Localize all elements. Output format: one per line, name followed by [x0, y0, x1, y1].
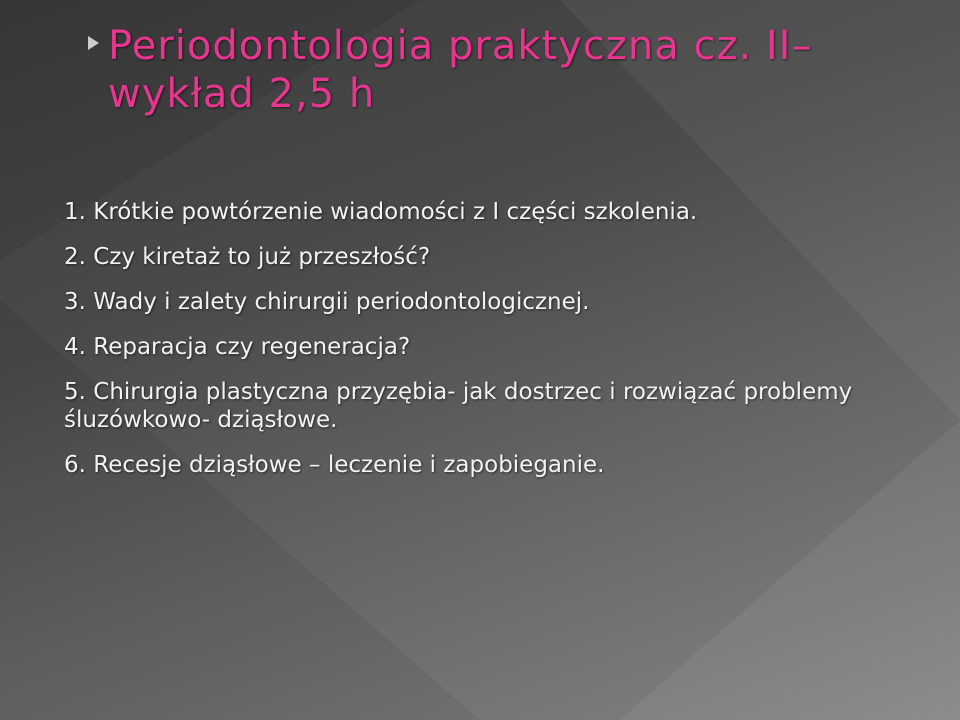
agenda-item-5: 5. Chirurgia plastyczna przyzębia- jak dostrzec i rozwiązać problemy śluzówkowo- dziąsłowe.: [64, 379, 853, 433]
title-arrow-icon: [88, 36, 99, 50]
agenda-item-4: 4. Reparacja czy regeneracja?: [64, 334, 411, 360]
slide-title: [108, 22, 928, 118]
agenda-item-3: 3. Wady i zalety chirurgii periodontologicznej.: [64, 289, 590, 315]
agenda-item-2: 2. Czy kiretaż to już przeszłość?: [64, 244, 431, 270]
agenda-item-1: 1. Krótkie powtórzenie wiadomości z I części szkolenia.: [64, 199, 698, 225]
slide-title-line-1: Periodontologia praktyczna cz. II–: [108, 23, 813, 69]
agenda-item-6: 6. Recesje dziąsłowe – leczenie i zapobieganie.: [64, 452, 605, 478]
agenda-list: [64, 198, 894, 496]
slide-title-line-2: wykład 2,5 h: [108, 71, 376, 117]
